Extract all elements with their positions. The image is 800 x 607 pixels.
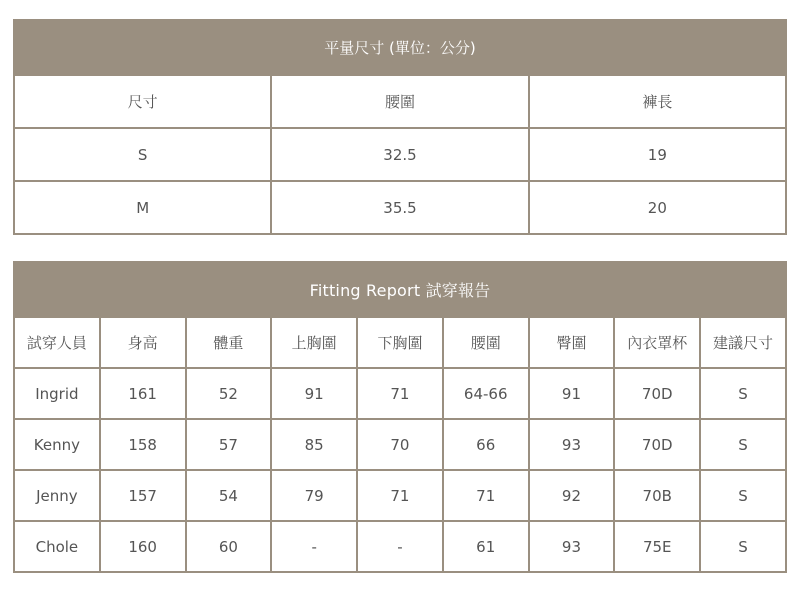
column-header-weight: 體重: [186, 317, 272, 368]
tester-cell: Chole: [14, 521, 100, 572]
weight-cell: 52: [186, 368, 272, 419]
under-bust-cell: 70: [357, 419, 443, 470]
waist-cell: 66: [443, 419, 529, 470]
hip-cell: 93: [529, 521, 615, 572]
waist-cell: 64-66: [443, 368, 529, 419]
waist-cell: 35.5: [271, 181, 528, 234]
bra-cup-cell: 70D: [614, 368, 700, 419]
column-header-bra-cup: 內衣罩杯: [614, 317, 700, 368]
tester-cell: Ingrid: [14, 368, 100, 419]
length-cell: 19: [529, 128, 786, 181]
fitting-report-title: Fitting Report 試穿報告: [14, 262, 786, 317]
recommended-size-cell: S: [700, 521, 786, 572]
column-header-tester: 試穿人員: [14, 317, 100, 368]
bra-cup-cell: 70D: [614, 419, 700, 470]
under-bust-cell: -: [357, 521, 443, 572]
height-cell: 161: [100, 368, 186, 419]
size-cell: M: [14, 181, 271, 234]
recommended-size-cell: S: [700, 419, 786, 470]
upper-bust-cell: 79: [271, 470, 357, 521]
recommended-size-cell: S: [700, 368, 786, 419]
height-cell: 158: [100, 419, 186, 470]
waist-cell: 32.5: [271, 128, 528, 181]
column-header-upper-bust: 上胸圍: [271, 317, 357, 368]
column-header-hip: 臀圍: [529, 317, 615, 368]
fitting-report-table: [13, 261, 787, 573]
under-bust-cell: 71: [357, 368, 443, 419]
length-cell: 20: [529, 181, 786, 234]
hip-cell: 92: [529, 470, 615, 521]
size-table-title: 平量尺寸 (單位：公分): [14, 20, 786, 75]
tester-cell: Kenny: [14, 419, 100, 470]
fitting-header-row: [14, 317, 786, 368]
size-table: [13, 19, 787, 235]
size-cell: S: [14, 128, 271, 181]
table-row: [14, 521, 786, 572]
table-row: [14, 181, 786, 234]
table-row: [14, 128, 786, 181]
waist-cell: 71: [443, 470, 529, 521]
column-header-size: 尺寸: [14, 75, 271, 128]
upper-bust-cell: -: [271, 521, 357, 572]
column-header-under-bust: 下胸圍: [357, 317, 443, 368]
waist-cell: 61: [443, 521, 529, 572]
recommended-size-cell: S: [700, 470, 786, 521]
height-cell: 160: [100, 521, 186, 572]
column-header-waist: 腰圍: [271, 75, 528, 128]
tester-cell: Jenny: [14, 470, 100, 521]
weight-cell: 54: [186, 470, 272, 521]
size-table-header-row: [14, 75, 786, 128]
column-header-recommended-size: 建議尺寸: [700, 317, 786, 368]
table-row: [14, 419, 786, 470]
bra-cup-cell: 70B: [614, 470, 700, 521]
column-header-length: 褲長: [529, 75, 786, 128]
upper-bust-cell: 85: [271, 419, 357, 470]
weight-cell: 57: [186, 419, 272, 470]
column-header-waist: 腰圍: [443, 317, 529, 368]
table-row: [14, 470, 786, 521]
column-header-height: 身高: [100, 317, 186, 368]
upper-bust-cell: 91: [271, 368, 357, 419]
bra-cup-cell: 75E: [614, 521, 700, 572]
table-row: [14, 368, 786, 419]
hip-cell: 93: [529, 419, 615, 470]
hip-cell: 91: [529, 368, 615, 419]
under-bust-cell: 71: [357, 470, 443, 521]
height-cell: 157: [100, 470, 186, 521]
weight-cell: 60: [186, 521, 272, 572]
